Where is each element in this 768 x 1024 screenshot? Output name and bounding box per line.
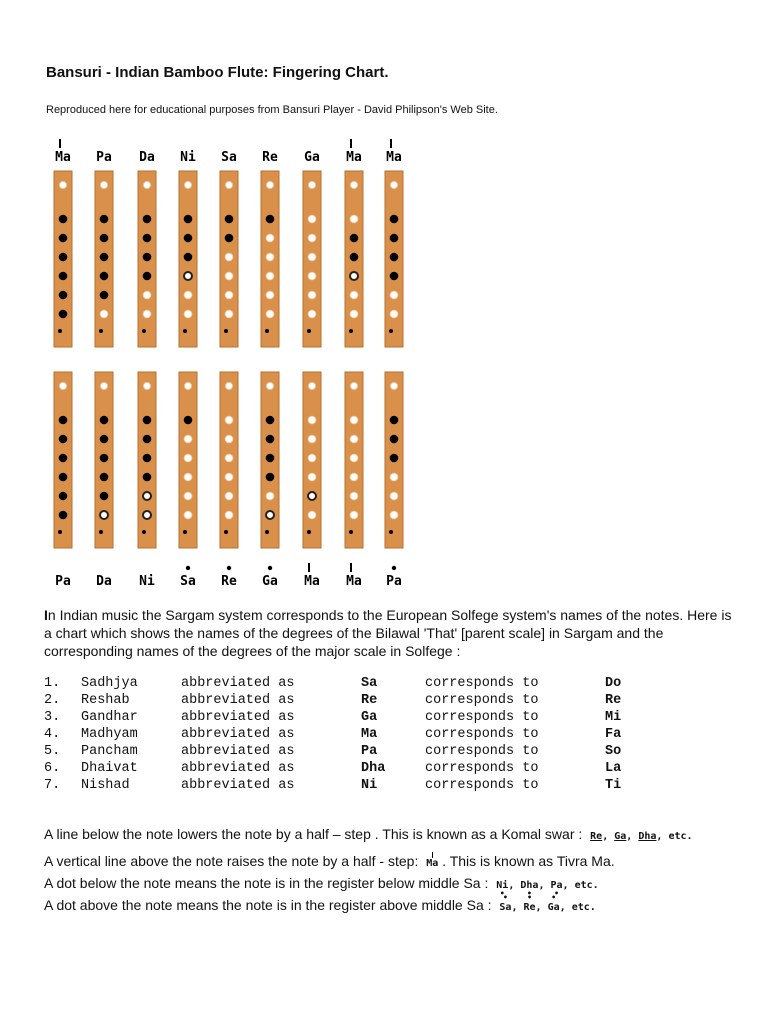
row-number: 4. [44,727,61,742]
finger-hole-closed [143,215,152,224]
finger-hole-closed [266,435,275,444]
note-label: Ga [304,150,320,165]
solfege-name: Re [605,693,622,708]
finger-hole-open [266,272,274,280]
finger-hole-open [225,291,233,299]
solfege-name: La [605,761,622,776]
finger-hole-closed [225,234,234,243]
finger-hole-half [143,492,151,500]
finger-hole-open [350,454,358,462]
sargam-abbr: Ga [361,710,378,725]
finger-hole-closed [266,416,275,425]
corr-label: corresponds to [425,693,539,708]
blow-hole [184,382,191,389]
finger-hole-closed [59,272,68,281]
finger-hole-closed [59,215,68,224]
komal-ex-dha: Dha [638,831,657,842]
finger-hole-open [225,416,233,424]
finger-hole-closed [59,454,68,463]
finger-hole-open [225,492,233,500]
finger-hole-closed [225,215,234,224]
komal-examples: Re, Ga, Dha, etc. [590,831,693,842]
tivra-text-before: A vertical line above the note raises the note by a half - step: [44,853,419,869]
note-label: Ma [304,574,320,589]
row-number: 5. [44,744,61,759]
blow-hole [350,181,357,188]
thumb-hole [99,329,103,333]
finger-hole-open [225,253,233,261]
corr-label: corresponds to [425,778,539,793]
finger-hole-open [308,291,316,299]
abbr-label: abbreviated as [181,744,295,759]
finger-hole-closed [100,492,109,501]
abbr-label: abbreviated as [181,761,295,776]
finger-hole-open [350,310,358,318]
finger-hole-open [308,473,316,481]
upper-register-dot [227,566,231,570]
blow-hole [266,181,273,188]
sargam-abbr: Sa [361,676,378,691]
finger-hole-closed [266,473,275,482]
blow-hole [59,382,66,389]
finger-hole-closed [59,253,68,262]
upper-ex-re: • Re [524,902,536,913]
finger-hole-open [184,454,192,462]
finger-hole-closed [100,272,109,281]
thumb-hole [349,530,353,534]
row-number: 7. [44,778,61,793]
finger-hole-open [184,492,192,500]
finger-hole-closed [143,435,152,444]
finger-hole-open [308,454,316,462]
finger-hole-closed [390,454,399,463]
thumb-hole [349,329,353,333]
note-label: Ma [386,150,402,165]
finger-hole-closed [184,234,193,243]
sargam-abbr: Ni [361,778,378,793]
blow-hole [308,382,315,389]
finger-hole-closed [100,215,109,224]
finger-hole-half [308,492,316,500]
finger-hole-open [184,310,192,318]
finger-hole-closed [59,234,68,243]
upper-register-note [44,897,596,913]
abbr-label: abbreviated as [181,693,295,708]
finger-hole-open [350,511,358,519]
note-label: Da [96,574,112,589]
finger-hole-closed [100,291,109,300]
blow-hole [266,382,273,389]
finger-hole-half [266,511,274,519]
blow-hole [59,181,66,188]
finger-hole-half [184,272,192,280]
thumb-hole [265,530,269,534]
finger-hole-open [308,234,316,242]
komal-ex-re: Re [590,831,603,842]
finger-hole-closed [184,416,193,425]
finger-hole-open [184,511,192,519]
blow-hole [143,382,150,389]
finger-hole-open [350,435,358,443]
finger-hole-closed [143,253,152,262]
lower-ex-ni: Ni • [496,880,508,891]
finger-hole-closed [59,310,68,319]
finger-hole-open [308,310,316,318]
blow-hole [225,181,232,188]
finger-hole-closed [100,473,109,482]
note-label: Ni [139,574,155,589]
finger-hole-open [308,511,316,519]
finger-hole-open [184,473,192,481]
abbr-label: abbreviated as [181,676,295,691]
solfege-name: Do [605,676,622,691]
finger-hole-open [100,310,108,318]
note-label: Pa [55,574,71,589]
upper-examples: • Sa, • Re, • Ga, etc. [499,902,595,913]
intro-dropcap: I [44,607,48,623]
degree-name: Madhyam [81,727,138,742]
degree-name: Gandhar [81,710,138,725]
row-number: 6. [44,761,61,776]
upper-text: A dot above the note means the note is in the register above middle Sa : [44,897,492,913]
finger-hole-open [225,454,233,462]
page-title: Bansuri - Indian Bamboo Flute: Fingering Chart. [46,64,389,81]
finger-hole-open [350,291,358,299]
finger-hole-open [143,291,151,299]
sargam-abbr: Dha [361,761,386,776]
solfege-name: Fa [605,727,622,742]
finger-hole-closed [143,234,152,243]
finger-hole-closed [390,234,399,243]
blow-hole [350,382,357,389]
blow-hole [100,382,107,389]
finger-hole-open [184,435,192,443]
tivra-example [426,858,438,869]
finger-hole-closed [59,291,68,300]
note-label: Sa [180,574,196,589]
finger-hole-open [225,473,233,481]
finger-hole-open [225,310,233,318]
thumb-hole [183,530,187,534]
finger-hole-closed [59,511,68,520]
intro-text: n Indian music the Sargam system corresponds to the European Solfege system's names of the notes. Here is a chart which shows the names of the degrees of the Bilawal 'That' [parent scale] in Sargam and the corresponding names of the degrees of the major scale in Solfege : [44,607,732,659]
note-label: Ma [55,150,71,165]
upper-ex-etc: etc. [571,902,596,913]
sargam-abbr: Ma [361,727,378,742]
finger-hole-half [100,511,108,519]
finger-hole-open [308,253,316,261]
finger-hole-open [266,492,274,500]
blow-hole [143,181,150,188]
finger-hole-closed [390,272,399,281]
finger-hole-open [184,291,192,299]
degree-name: Dhaivat [81,761,138,776]
tivra-ex-ma: Ma [426,858,439,869]
thumb-hole [265,329,269,333]
abbr-label: abbreviated as [181,727,295,742]
sargam-abbr: Re [361,693,378,708]
sargam-abbr: Pa [361,744,378,759]
thumb-hole [142,329,146,333]
thumb-hole [142,530,146,534]
finger-hole-open [266,253,274,261]
note-label: Pa [96,150,112,165]
finger-hole-open [390,511,398,519]
degree-name: Nishad [81,778,130,793]
finger-hole-open [225,511,233,519]
thumb-hole [224,530,228,534]
blow-hole [390,181,397,188]
finger-hole-closed [100,416,109,425]
finger-hole-half [143,511,151,519]
finger-hole-closed [59,416,68,425]
finger-hole-open [308,435,316,443]
degree-name: Sadhjya [81,676,138,691]
lower-register-note [44,875,599,891]
upper-ex-ga: • Ga [548,902,560,913]
solfege-name: Mi [605,710,622,725]
thumb-hole [389,530,393,534]
lower-ex-pa: Pa • [550,880,562,891]
finger-hole-open [390,473,398,481]
finger-hole-open [266,291,274,299]
thumb-hole [99,530,103,534]
finger-hole-open [308,215,316,223]
upper-register-dot [268,566,272,570]
finger-hole-closed [59,492,68,501]
corr-label: corresponds to [425,761,539,776]
finger-hole-closed [100,454,109,463]
thumb-hole [224,329,228,333]
corr-label: corresponds to [425,744,539,759]
thumb-hole [183,329,187,333]
finger-hole-closed [266,215,275,224]
blow-hole [308,181,315,188]
row-number: 3. [44,710,61,725]
finger-hole-closed [390,253,399,262]
finger-hole-half [350,272,358,280]
blow-hole [225,382,232,389]
finger-hole-closed [143,272,152,281]
finger-hole-open [225,272,233,280]
finger-hole-closed [184,215,193,224]
finger-hole-closed [350,253,359,262]
finger-hole-open [390,291,398,299]
note-label: Ga [262,574,278,589]
corr-label: corresponds to [425,727,539,742]
thumb-hole [307,329,311,333]
lower-ex-etc: etc. [574,880,599,891]
solfege-name: Ti [605,778,622,793]
finger-hole-closed [350,234,359,243]
note-label: Ni [180,150,196,165]
finger-hole-closed [100,435,109,444]
intro-paragraph [44,606,734,660]
note-label: Da [139,150,155,165]
finger-hole-closed [266,454,275,463]
note-label: Re [262,150,278,165]
finger-hole-open [308,272,316,280]
finger-hole-open [308,416,316,424]
finger-hole-open [390,492,398,500]
note-label: Re [221,574,237,589]
thumb-hole [58,530,62,534]
note-label: Sa [221,150,237,165]
finger-hole-closed [100,253,109,262]
blow-hole [100,181,107,188]
blow-hole [184,181,191,188]
finger-hole-open [143,310,151,318]
degree-name: Pancham [81,744,138,759]
finger-hole-closed [143,473,152,482]
finger-hole-open [266,310,274,318]
note-label: Ma [346,574,362,589]
komal-note [44,826,693,842]
finger-hole-open [350,215,358,223]
finger-hole-closed [390,215,399,224]
thumb-hole [58,329,62,333]
upper-ex-sa: • Sa [499,902,511,913]
degree-name: Reshab [81,693,130,708]
upper-register-dot [186,566,190,570]
komal-ex-etc: etc. [668,831,693,842]
row-number: 2. [44,693,61,708]
finger-hole-closed [59,473,68,482]
thumb-hole [307,530,311,534]
finger-hole-open [225,435,233,443]
finger-hole-closed [184,253,193,262]
source-credit: Reproduced here for educational purposes from Bansuri Player - David Philipson's Web Site. [46,104,498,116]
corr-label: corresponds to [425,676,539,691]
abbr-label: abbreviated as [181,710,295,725]
lower-text: A dot below the note means the note is in the register below middle Sa : [44,875,489,891]
lower-examples: Ni •, Dha •, Pa •, etc. [496,880,598,891]
thumb-hole [389,329,393,333]
komal-text: A line below the note lowers the note by a half – step . This is known as a Komal swar : [44,826,583,842]
finger-hole-closed [390,416,399,425]
note-label: Ma [346,150,362,165]
row-number: 1. [44,676,61,691]
abbr-label: abbreviated as [181,778,295,793]
corr-label: corresponds to [425,710,539,725]
finger-hole-open [350,492,358,500]
lower-ex-dha: Dha • [520,880,538,891]
finger-hole-closed [100,234,109,243]
tivra-note [44,853,615,869]
fingering-chart [0,130,768,600]
solfege-name: So [605,744,622,759]
finger-hole-open [390,310,398,318]
komal-ex-ga: Ga [614,831,627,842]
finger-hole-closed [143,416,152,425]
tivra-text-after: . This is known as Tivra Ma. [442,853,615,869]
note-label: Pa [386,574,402,589]
finger-hole-open [266,234,274,242]
finger-hole-open [350,416,358,424]
finger-hole-closed [390,435,399,444]
blow-hole [390,382,397,389]
upper-register-dot [392,566,396,570]
finger-hole-closed [59,435,68,444]
finger-hole-open [350,473,358,481]
finger-hole-closed [143,454,152,463]
